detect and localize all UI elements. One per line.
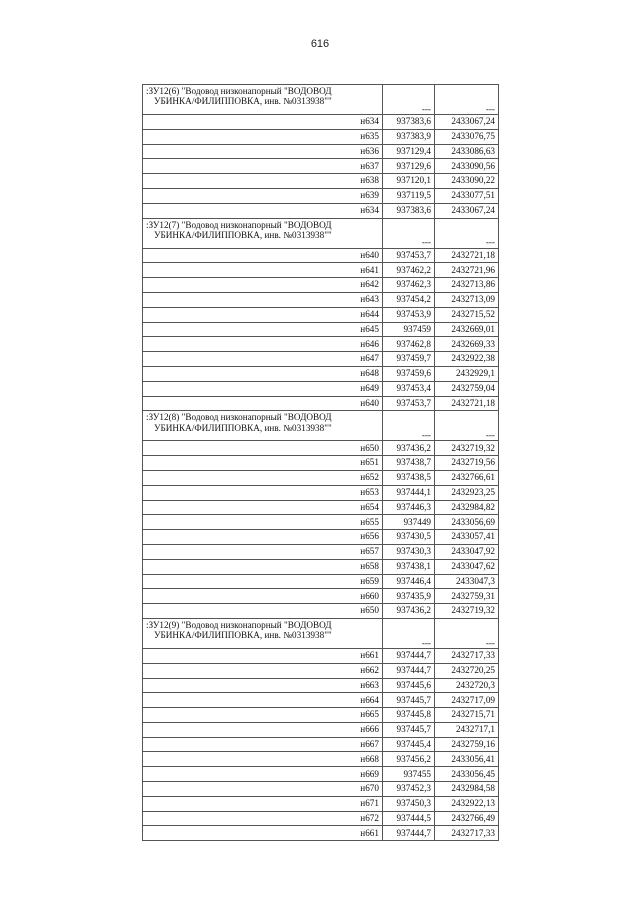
point-name-cell: н648 [143, 366, 383, 381]
x-coordinate-cell: 937119,5 [383, 188, 435, 203]
table-row [143, 826, 499, 841]
point-name-cell: н658 [143, 559, 383, 574]
x-coordinate-cell: 937455 [383, 767, 435, 782]
point-name-cell: н635 [143, 129, 383, 144]
point-name-cell: н661 [143, 648, 383, 663]
point-name-cell: н654 [143, 500, 383, 515]
x-coordinate-cell: 937453,4 [383, 381, 435, 396]
point-name-cell: н662 [143, 663, 383, 678]
table-row [143, 174, 499, 189]
x-coordinate-cell: 937453,7 [383, 248, 435, 263]
table-row [143, 604, 499, 619]
point-name-cell: н655 [143, 515, 383, 530]
point-name-cell: н645 [143, 322, 383, 337]
y-coordinate-cell: 2432719,56 [435, 456, 499, 471]
table-row [143, 752, 499, 767]
point-name-cell: н671 [143, 796, 383, 811]
point-name-cell: н646 [143, 337, 383, 352]
x-coordinate-cell: 937462,8 [383, 337, 435, 352]
section-title-line2: УБИНКА/ФИЛИППОВКА, инв. №0313938"" [154, 96, 332, 107]
table-row [143, 648, 499, 663]
table-row [143, 708, 499, 723]
x-coordinate-cell: 937438,1 [383, 559, 435, 574]
section-x-placeholder: --- [383, 618, 435, 648]
point-name-cell: н634 [143, 115, 383, 130]
section-y-placeholder: --- [435, 411, 499, 441]
point-name-cell: н667 [143, 737, 383, 752]
y-coordinate-cell: 2432759,16 [435, 737, 499, 752]
point-name-cell: н668 [143, 752, 383, 767]
x-coordinate-cell: 937444,7 [383, 826, 435, 841]
table-row [143, 485, 499, 500]
y-coordinate-cell: 2433047,3 [435, 574, 499, 589]
x-coordinate-cell: 937435,9 [383, 589, 435, 604]
y-coordinate-cell: 2432923,25 [435, 485, 499, 500]
y-coordinate-cell: 2433047,92 [435, 544, 499, 559]
point-name-cell: н640 [143, 248, 383, 263]
point-name-cell: н669 [143, 767, 383, 782]
table-row [143, 441, 499, 456]
table-row [143, 352, 499, 367]
table-row [143, 559, 499, 574]
y-coordinate-cell: 2432669,33 [435, 337, 499, 352]
y-coordinate-cell: 2433090,22 [435, 174, 499, 189]
coordinates-table-body [143, 85, 499, 841]
table-row [143, 396, 499, 411]
x-coordinate-cell: 937383,6 [383, 203, 435, 218]
point-name-cell: н665 [143, 708, 383, 723]
section-header-row [143, 618, 499, 648]
point-name-cell: н642 [143, 278, 383, 293]
x-coordinate-cell: 937450,3 [383, 796, 435, 811]
section-x-placeholder: --- [383, 85, 435, 115]
x-coordinate-cell: 937129,6 [383, 159, 435, 174]
y-coordinate-cell: 2433056,45 [435, 767, 499, 782]
x-coordinate-cell: 937444,1 [383, 485, 435, 500]
x-coordinate-cell: 937430,3 [383, 544, 435, 559]
x-coordinate-cell: 937436,2 [383, 604, 435, 619]
x-coordinate-cell: 937454,2 [383, 292, 435, 307]
y-coordinate-cell: 2432721,18 [435, 396, 499, 411]
section-y-placeholder: --- [435, 618, 499, 648]
section-title-line1: :ЗУ12(7) "Водовод низконапорный "ВОДОВОД [146, 219, 332, 230]
table-row [143, 292, 499, 307]
section-title-line2: УБИНКА/ФИЛИППОВКА, инв. №0313938"" [154, 630, 332, 641]
table-row [143, 129, 499, 144]
x-coordinate-cell: 937459 [383, 322, 435, 337]
section-title-line1: :ЗУ12(6) "Водовод низконапорный "ВОДОВОД [146, 86, 332, 96]
point-name-cell: н651 [143, 456, 383, 471]
point-name-cell: н643 [143, 292, 383, 307]
table-row [143, 811, 499, 826]
x-coordinate-cell: 937462,3 [383, 278, 435, 293]
x-coordinate-cell: 937383,9 [383, 129, 435, 144]
table-row [143, 381, 499, 396]
point-name-cell: н653 [143, 485, 383, 500]
y-coordinate-cell: 2432759,04 [435, 381, 499, 396]
x-coordinate-cell: 937383,6 [383, 115, 435, 130]
table-row [143, 278, 499, 293]
point-name-cell: н659 [143, 574, 383, 589]
y-coordinate-cell: 2432669,01 [435, 322, 499, 337]
table-row [143, 337, 499, 352]
point-name-cell: н634 [143, 203, 383, 218]
table-row [143, 188, 499, 203]
section-title-line1: :ЗУ12(8) "Водовод низконапорный "ВОДОВОД [146, 412, 332, 423]
y-coordinate-cell: 2433090,56 [435, 159, 499, 174]
section-title-line1: :ЗУ12(9) "Водовод низконапорный "ВОДОВОД [146, 619, 332, 630]
point-name-cell: н649 [143, 381, 383, 396]
coordinates-table [142, 84, 499, 841]
section-title-line2: УБИНКА/ФИЛИППОВКА, инв. №0313938"" [154, 422, 332, 433]
point-name-cell: н639 [143, 188, 383, 203]
y-coordinate-cell: 2433057,41 [435, 530, 499, 545]
x-coordinate-cell: 937444,7 [383, 663, 435, 678]
table-row [143, 366, 499, 381]
y-coordinate-cell: 2433047,62 [435, 559, 499, 574]
y-coordinate-cell: 2432759,31 [435, 589, 499, 604]
point-name-cell: н644 [143, 307, 383, 322]
table-row [143, 530, 499, 545]
x-coordinate-cell: 937129,4 [383, 144, 435, 159]
point-name-cell: н656 [143, 530, 383, 545]
x-coordinate-cell: 937459,7 [383, 352, 435, 367]
table-row [143, 115, 499, 130]
y-coordinate-cell: 2433076,75 [435, 129, 499, 144]
point-name-cell: н663 [143, 678, 383, 693]
section-title [143, 618, 383, 648]
table-row [143, 159, 499, 174]
section-title-line2: УБИНКА/ФИЛИППОВКА, инв. №0313938"" [154, 229, 332, 240]
point-name-cell: н638 [143, 174, 383, 189]
point-name-cell: н641 [143, 263, 383, 278]
point-name-cell: н636 [143, 144, 383, 159]
table-row [143, 470, 499, 485]
x-coordinate-cell: 937445,4 [383, 737, 435, 752]
section-header-row [143, 411, 499, 441]
y-coordinate-cell: 2432713,09 [435, 292, 499, 307]
y-coordinate-cell: 2433056,41 [435, 752, 499, 767]
x-coordinate-cell: 937445,7 [383, 722, 435, 737]
point-name-cell: н657 [143, 544, 383, 559]
y-coordinate-cell: 2432766,49 [435, 811, 499, 826]
y-coordinate-cell: 2432719,32 [435, 604, 499, 619]
section-y-placeholder: --- [435, 218, 499, 248]
y-coordinate-cell: 2432984,58 [435, 782, 499, 797]
point-name-cell: н640 [143, 396, 383, 411]
x-coordinate-cell: 937449 [383, 515, 435, 530]
section-header-row [143, 85, 499, 115]
x-coordinate-cell: 937445,7 [383, 693, 435, 708]
x-coordinate-cell: 937120,1 [383, 174, 435, 189]
y-coordinate-cell: 2432717,09 [435, 693, 499, 708]
point-name-cell: н666 [143, 722, 383, 737]
x-coordinate-cell: 937430,5 [383, 530, 435, 545]
x-coordinate-cell: 937446,3 [383, 500, 435, 515]
y-coordinate-cell: 2432766,61 [435, 470, 499, 485]
y-coordinate-cell: 2432720,3 [435, 678, 499, 693]
x-coordinate-cell: 937438,5 [383, 470, 435, 485]
y-coordinate-cell: 2433077,51 [435, 188, 499, 203]
y-coordinate-cell: 2432717,33 [435, 826, 499, 841]
y-coordinate-cell: 2433067,24 [435, 203, 499, 218]
table-row [143, 782, 499, 797]
y-coordinate-cell: 2432713,86 [435, 278, 499, 293]
y-coordinate-cell: 2432717,33 [435, 648, 499, 663]
y-coordinate-cell: 2432715,71 [435, 708, 499, 723]
x-coordinate-cell: 937452,3 [383, 782, 435, 797]
section-title [143, 85, 383, 115]
y-coordinate-cell: 2432984,82 [435, 500, 499, 515]
point-name-cell: н647 [143, 352, 383, 367]
x-coordinate-cell: 937438,7 [383, 456, 435, 471]
table-row [143, 796, 499, 811]
point-name-cell: н650 [143, 441, 383, 456]
table-row [143, 663, 499, 678]
y-coordinate-cell: 2432717,1 [435, 722, 499, 737]
table-row [143, 693, 499, 708]
x-coordinate-cell: 937462,2 [383, 263, 435, 278]
table-row [143, 307, 499, 322]
section-title [143, 411, 383, 441]
table-row [143, 722, 499, 737]
table-row [143, 515, 499, 530]
y-coordinate-cell: 2432715,52 [435, 307, 499, 322]
y-coordinate-cell: 2432721,18 [435, 248, 499, 263]
x-coordinate-cell: 937445,6 [383, 678, 435, 693]
point-name-cell: н650 [143, 604, 383, 619]
y-coordinate-cell: 2433056,69 [435, 515, 499, 530]
x-coordinate-cell: 937445,8 [383, 708, 435, 723]
table-row [143, 248, 499, 263]
section-x-placeholder: --- [383, 411, 435, 441]
table-row [143, 322, 499, 337]
point-name-cell: н670 [143, 782, 383, 797]
table-row [143, 589, 499, 604]
table-row [143, 767, 499, 782]
y-coordinate-cell: 2432720,25 [435, 663, 499, 678]
x-coordinate-cell: 937444,5 [383, 811, 435, 826]
page-number: 616 [310, 38, 330, 50]
table-row [143, 544, 499, 559]
point-name-cell: н637 [143, 159, 383, 174]
section-header-row [143, 218, 499, 248]
y-coordinate-cell: 2432719,32 [435, 441, 499, 456]
point-name-cell: н664 [143, 693, 383, 708]
section-x-placeholder: --- [383, 218, 435, 248]
point-name-cell: н652 [143, 470, 383, 485]
x-coordinate-cell: 937459,6 [383, 366, 435, 381]
point-name-cell: н660 [143, 589, 383, 604]
x-coordinate-cell: 937453,7 [383, 396, 435, 411]
section-y-placeholder: --- [435, 85, 499, 115]
table-row [143, 678, 499, 693]
y-coordinate-cell: 2433067,24 [435, 115, 499, 130]
y-coordinate-cell: 2432929,1 [435, 366, 499, 381]
table-row [143, 456, 499, 471]
section-title [143, 218, 383, 248]
table-row [143, 203, 499, 218]
table-row [143, 500, 499, 515]
point-name-cell: н672 [143, 811, 383, 826]
y-coordinate-cell: 2433086,63 [435, 144, 499, 159]
table-row [143, 263, 499, 278]
x-coordinate-cell: 937453,9 [383, 307, 435, 322]
y-coordinate-cell: 2432922,38 [435, 352, 499, 367]
x-coordinate-cell: 937456,2 [383, 752, 435, 767]
x-coordinate-cell: 937446,4 [383, 574, 435, 589]
x-coordinate-cell: 937444,7 [383, 648, 435, 663]
y-coordinate-cell: 2432922,13 [435, 796, 499, 811]
table-row [143, 737, 499, 752]
table-row [143, 574, 499, 589]
x-coordinate-cell: 937436,2 [383, 441, 435, 456]
table-row [143, 144, 499, 159]
point-name-cell: н661 [143, 826, 383, 841]
y-coordinate-cell: 2432721,96 [435, 263, 499, 278]
